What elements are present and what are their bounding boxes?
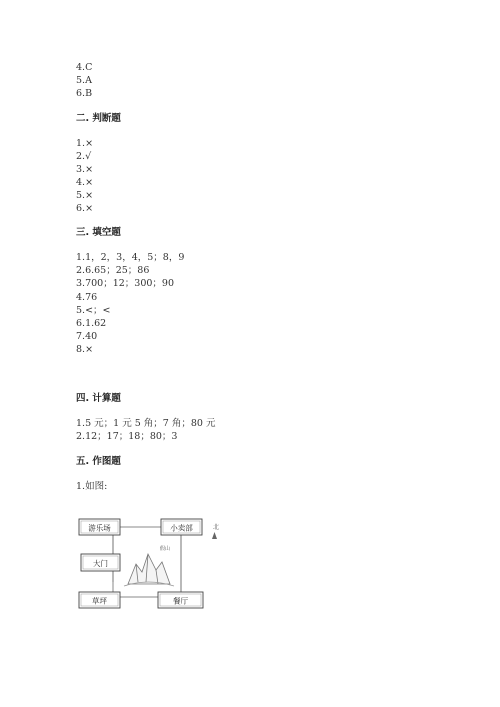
answer-line: 7.40: [76, 331, 98, 342]
answer-line: 1.1，2，3，4，5；8，9: [76, 252, 185, 263]
park-map-figure: [76, 512, 231, 612]
place-label: 游乐场: [88, 523, 111, 533]
answer-line: 4.×: [76, 177, 94, 188]
place-label: 小卖部: [170, 523, 193, 533]
answer-line: 1.×: [76, 138, 94, 149]
section-heading-judgement: 二. 判断题: [76, 113, 121, 124]
answer-line: 8.×: [76, 344, 94, 355]
answer-line: 3.700；12；300；90: [76, 278, 175, 289]
north-arrow-icon: [212, 523, 219, 539]
answer-line: 1.5 元；1 元 5 角；7 角；80 元: [76, 418, 216, 429]
answer-line: 5.<；<: [76, 305, 111, 316]
section-heading-calculation: 四. 计算题: [76, 393, 121, 404]
mountain-icon: [124, 554, 174, 586]
place-label: 大门: [93, 559, 108, 568]
place-label: 餐厅: [173, 596, 188, 606]
mountain-label: 假山: [160, 546, 171, 552]
answer-line: 5.×: [76, 190, 94, 201]
answer-line: 2.√: [76, 151, 92, 162]
place-restaurant: [158, 592, 203, 608]
answer-line: 5.A: [76, 75, 92, 86]
answer-line: 2.6.65；25；86: [76, 265, 150, 276]
answer-line: 1.如图:: [76, 481, 108, 492]
section-heading-drawing: 五. 作图题: [76, 456, 121, 467]
place-shop: [161, 519, 202, 535]
north-label: 北: [213, 524, 220, 531]
place-gate: [81, 554, 120, 571]
answer-line: 6.×: [76, 203, 94, 214]
answer-line: 6.B: [76, 88, 93, 99]
answer-line: 6.1.62: [76, 318, 107, 329]
answer-line: 4.C: [76, 62, 93, 73]
answer-line: 3.×: [76, 164, 94, 175]
place-amusement-park: [79, 519, 120, 535]
place-lawn: [79, 592, 120, 608]
answer-line: 4.76: [76, 292, 98, 303]
place-label: 草坪: [92, 596, 107, 606]
section-heading-fill-blank: 三. 填空题: [76, 227, 121, 238]
answer-line: 2.12；17；18；80；3: [76, 431, 178, 442]
